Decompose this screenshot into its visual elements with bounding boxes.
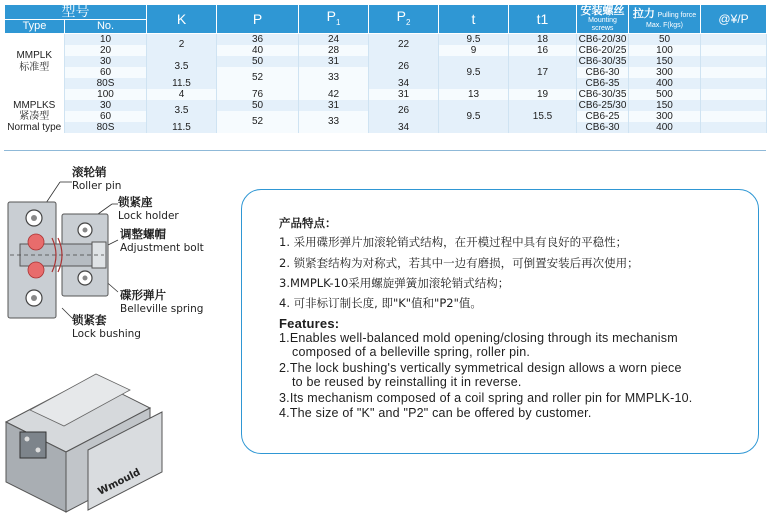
header-model: 型号 xyxy=(5,5,147,20)
cell-force: 400 xyxy=(629,122,701,133)
label-lock-holder-cn: 锁紧座 xyxy=(118,195,153,209)
cell-t: 13 xyxy=(439,89,509,100)
cell-screw: CB6-30 xyxy=(577,122,629,133)
header-force-cn: 拉力 xyxy=(632,8,655,20)
label-belleville-en: Belleville spring xyxy=(120,303,204,315)
table-row xyxy=(5,89,767,100)
cell-t1: 19 xyxy=(509,89,577,100)
cell-k: 3.5 xyxy=(147,100,217,122)
cell-t: 9 xyxy=(439,45,509,56)
cell-price xyxy=(701,89,767,100)
header-p2 xyxy=(369,5,439,34)
cell-no: 30 xyxy=(65,56,147,67)
label-roller-pin-en: Roller pin xyxy=(72,180,122,192)
cell-price xyxy=(701,34,767,46)
feature-cn-4: 4. 可非标订制长度, 即"K"值和"P2"值。 xyxy=(279,296,482,310)
cell-no: 100 xyxy=(65,89,147,100)
header-p1 xyxy=(299,5,369,34)
cell-screw: CB6-30/35 xyxy=(577,56,629,67)
cell-p2: 26 xyxy=(369,56,439,78)
cell-screw: CB6-20/25 xyxy=(577,45,629,56)
cell-screw: CB6-30/35 xyxy=(577,89,629,100)
cell-k: 3.5 xyxy=(147,56,217,78)
header-force-en1: Pulling force xyxy=(657,12,697,19)
cell-p2: 31 xyxy=(369,89,439,100)
cell-no: 30 xyxy=(65,100,147,111)
feature-en-3: 3.Its mechanism composed of a coil spring and roller pin for MMPLK-10. xyxy=(279,391,693,405)
type-blank xyxy=(5,89,65,100)
brand-mark: Wmould xyxy=(96,466,143,498)
cell-p1: 24 xyxy=(299,34,369,46)
header-p1-sub: 1 xyxy=(335,17,341,27)
cell-t1: 18 xyxy=(509,34,577,46)
cell-p2: 34 xyxy=(369,78,439,89)
table-row xyxy=(5,78,767,89)
cell-k: 11.5 xyxy=(147,122,217,133)
cell-t1: 17 xyxy=(509,56,577,89)
cell-p2: 22 xyxy=(369,34,439,57)
features-title-en: Features: xyxy=(279,316,340,331)
cell-k: 4 xyxy=(147,89,217,100)
cell-p1: 33 xyxy=(299,67,369,89)
type-standard-line2: 标准型 xyxy=(19,61,50,73)
cell-price xyxy=(701,100,767,111)
label-adjustment-bolt-cn: 调整螺帽 xyxy=(120,227,166,241)
label-adjustment-bolt-en: Adjustment bolt xyxy=(120,242,204,254)
cell-screw: CB6-25 xyxy=(577,111,629,122)
product-diagram xyxy=(0,160,240,517)
table-row xyxy=(5,122,767,133)
cell-force: 150 xyxy=(629,100,701,111)
cell-price xyxy=(701,45,767,56)
type-standard xyxy=(5,34,65,90)
feature-cn-3: 3.MMPLK-10采用螺旋弹簧加滚轮销式结构； xyxy=(279,276,510,290)
type-compact xyxy=(5,100,65,133)
cell-p1: 28 xyxy=(299,45,369,56)
header-p: P xyxy=(217,5,299,34)
cell-no: 20 xyxy=(65,45,147,56)
label-lock-bushing-en: Lock bushing xyxy=(72,328,141,340)
feature-en-4: 4.The size of "K" and "P2" can be offered by customer. xyxy=(279,406,592,420)
type-compact-line3: Normal type xyxy=(7,122,62,133)
cell-no: 80S xyxy=(65,122,147,133)
cell-p: 40 xyxy=(217,45,299,56)
header-force-en2: Max. F(kgs) xyxy=(646,22,683,29)
cell-p: 76 xyxy=(217,89,299,100)
cell-p: 36 xyxy=(217,34,299,46)
type-compact-line2: 紧凑型 xyxy=(19,111,50,122)
cell-t: 9.5 xyxy=(439,100,509,133)
cell-force: 400 xyxy=(629,78,701,89)
cell-force: 50 xyxy=(629,34,701,46)
type-compact-line1: MMPLKS xyxy=(13,100,56,111)
section-divider xyxy=(4,150,766,151)
cell-t: 9.5 xyxy=(439,56,509,89)
header-k: K xyxy=(147,5,217,34)
feature-en-2b: to be reused by reinstalling it in reverse. xyxy=(292,375,522,389)
cell-k: 11.5 xyxy=(147,78,217,89)
header-type: Type xyxy=(5,19,65,34)
cell-p1: 33 xyxy=(299,111,369,133)
feature-cn-1: 1. 采用碟形弹片加滚轮销式结构，在开模过程中具有良好的平稳性； xyxy=(279,235,628,249)
feature-en-2: 2.The lock bushing's vertically symmetrical design allows a worn piece xyxy=(279,361,682,375)
table-row xyxy=(5,56,767,67)
cell-t1: 15.5 xyxy=(509,100,577,133)
cell-force: 500 xyxy=(629,89,701,100)
cell-t1: 16 xyxy=(509,45,577,56)
header-screws-cn: 安装螺丝 xyxy=(580,5,625,17)
label-lock-holder-en: Lock holder xyxy=(118,210,179,222)
cell-screw: CB6-30 xyxy=(577,67,629,78)
cell-t: 9.5 xyxy=(439,34,509,46)
cell-screw: CB6-25/30 xyxy=(577,100,629,111)
cell-screw: CB6-35 xyxy=(577,78,629,89)
cell-price xyxy=(701,122,767,133)
cell-no: 10 xyxy=(65,34,147,46)
header-t1: t1 xyxy=(509,5,577,34)
cell-p: 52 xyxy=(217,111,299,133)
features-title-cn: 产品特点： xyxy=(279,216,337,230)
cell-force: 150 xyxy=(629,56,701,67)
table-row xyxy=(5,34,767,46)
cell-p2: 26 xyxy=(369,100,439,122)
header-p2-sub: 2 xyxy=(405,17,411,27)
table-row xyxy=(5,100,767,111)
cell-force: 100 xyxy=(629,45,701,56)
header-force xyxy=(629,5,701,34)
cell-p1: 42 xyxy=(299,89,369,100)
type-standard-line1: MMPLK xyxy=(16,49,53,61)
header-p2-letter: P xyxy=(396,7,406,24)
header-p1-letter: P xyxy=(326,7,336,24)
cell-price xyxy=(701,56,767,67)
label-roller-pin-cn: 滚轮销 xyxy=(72,165,107,179)
header-t: t xyxy=(439,5,509,34)
cell-price xyxy=(701,67,767,78)
feature-en-1b: composed of a belleville spring, roller pin. xyxy=(292,345,531,359)
header-price: @¥/P xyxy=(701,5,767,34)
header-row-1 xyxy=(5,5,767,20)
cell-force: 300 xyxy=(629,67,701,78)
feature-cn-2: 2. 锁紧套结构为对称式，若其中一边有磨损，可倒置安装后再次使用； xyxy=(279,256,639,270)
label-lock-bushing-cn: 锁紧套 xyxy=(72,313,107,327)
cell-p: 50 xyxy=(217,100,299,111)
label-belleville-cn: 碟形弹片 xyxy=(120,288,166,302)
cell-p2: 34 xyxy=(369,122,439,133)
cell-force: 300 xyxy=(629,111,701,122)
cell-p1: 31 xyxy=(299,56,369,67)
cell-p: 50 xyxy=(217,56,299,67)
cell-p: 52 xyxy=(217,67,299,89)
cell-screw: CB6-20/30 xyxy=(577,34,629,46)
spec-table xyxy=(4,4,767,133)
header-screws xyxy=(577,5,629,34)
cell-k: 2 xyxy=(147,34,217,57)
header-no: No. xyxy=(65,19,147,34)
feature-en-1: 1.Enables well-balanced mold opening/closing through its mechanism xyxy=(279,331,678,345)
cell-no: 60 xyxy=(65,111,147,122)
header-screws-en: Mounting screws xyxy=(588,17,617,32)
cell-price xyxy=(701,78,767,89)
cell-no: 60 xyxy=(65,67,147,78)
cell-price xyxy=(701,111,767,122)
cell-p1: 31 xyxy=(299,100,369,111)
cell-no: 80S xyxy=(65,78,147,89)
